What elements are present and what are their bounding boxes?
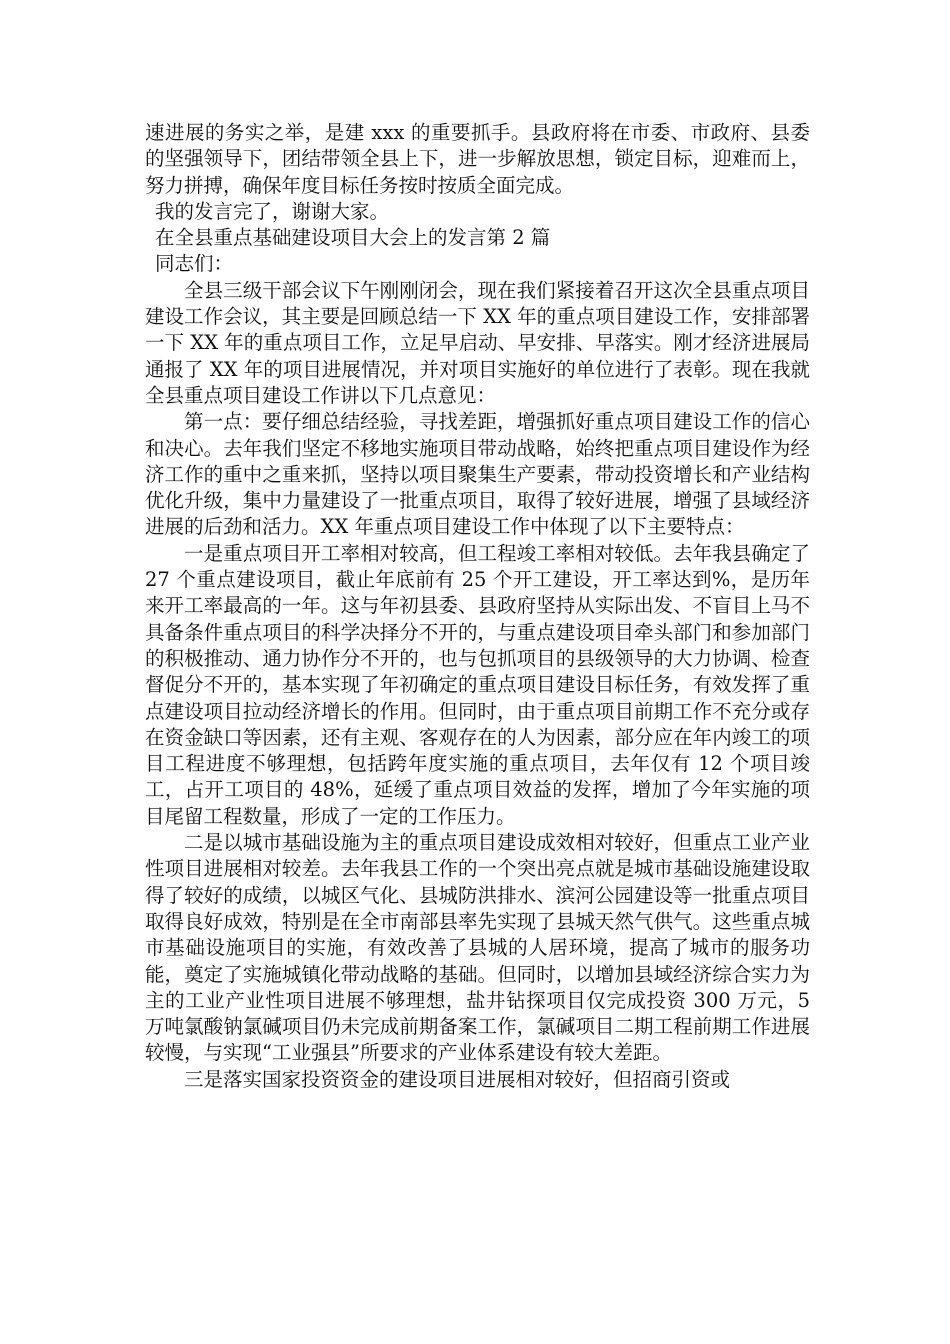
paragraph-thanks: 我的发言完了，谢谢大家。 xyxy=(155,199,390,223)
paragraph-feature-two: 二是以城市基础设施为主的重点项目建设成效相对较好，但重点工业产业性项目进展相对较差。去年我县工作的一个突出亮点就是城市基础设施建设取得了较好的成绩，以城区气化、县城防洪排水、滨河公园建设等一批重点项目取得良好成效，特别是在全市南部县率先实现了县城天然气供气。这些重点城市基础设施项目的实施，有效改善了县城的人居环境，提高了城市的服务功能，奠定了实施城镇化带动战略的基础。但同时，以增加县域经济综合实力为主的工业产业性项目进展不够理想，盐井钻探项目仅完成投资 300 万元，5 万吨氯酸钠氯碱项目仍未完成前期备案工作，氯碱项目二期工程前期工作进展较慢，与实现“工业强县”所要求的产业体系建设有较大差距。 xyxy=(145,831,810,1065)
salutation: 同志们： xyxy=(155,252,234,276)
section-heading: 在全县重点基础建设项目大会上的发言第 2 篇 xyxy=(155,226,551,250)
paragraph-closing-continuation: 速进展的务实之举，是建 xxx 的重要抓手。县政府将在市委、市政府、县委的坚强领导下，团结带领全县上下，进一步解放思想，锁定目标，迎难而上，努力拼搏，确保年度目标任务按时按质全面完成。 xyxy=(145,121,810,197)
paragraph-intro: 全县三级干部会议下午刚刚闭会，现在我们紧接着召开这次全县重点项目建设工作会议，其主要是回顾总结一下 XX 年的重点项目建设工作，安排部署一下 XX 年的重点项目工作，立足早启动、早安排、早落实。刚才经济进展局通报了 XX 年的项目进展情况，并对项目实施好的单位进行了表彰。现在我就全县重点项目建设工作讲以下几点意见： xyxy=(145,278,810,407)
paragraph-point-one: 第一点：要仔细总结经验，寻找差距，增强抓好重点项目建设工作的信心和决心。去年我们坚定不移地实施项目带动战略，始终把重点项目建设作为经济工作的重中之重来抓，坚持以项目聚集生产要素，带动投资增长和产业结构优化升级，集中力量建设了一批重点项目，取得了较好进展，增强了县域经济进展的后劲和活力。XX 年重点项目建设工作中体现了以下主要特点： xyxy=(145,410,810,539)
paragraph-feature-three: 三是落实国家投资资金的建设项目进展相对较好，但招商引资或 xyxy=(184,1067,731,1091)
paragraph-feature-one: 一是重点项目开工率相对较高，但工程竣工率相对较低。去年我县确定了 27 个重点建设项目，截止年底前有 25 个开工建设，开工率达到%，是历年来开工率最高的一年。这与年初县委、县政府坚持从实际出发、不盲目上马不具备条件重点项目的科学决择分不开的，与重点建设项目牵头部门和参加部门的积极推动、通力协作分不开的，也与包抓项目的县级领导的大力协调、检查督促分不开的，基本实现了年初确定的重点项目建设目标任务，有效发挥了重点建设项目拉动经济增长的作用。但同时，由于重点项目前期工作不充分或存在资金缺口等因素，还有主观、客观存在的人为因素，部分应在年内竣工的项目工程进度不够理想，包括跨年度实施的重点项目，去年仅有 12 个项目竣工，占开工项目的 48%，延缓了重点项目效益的发挥，增加了今年实施的项目尾留工程数量，形成了一定的工作压力。 xyxy=(145,541,810,828)
document-page xyxy=(145,120,810,1093)
